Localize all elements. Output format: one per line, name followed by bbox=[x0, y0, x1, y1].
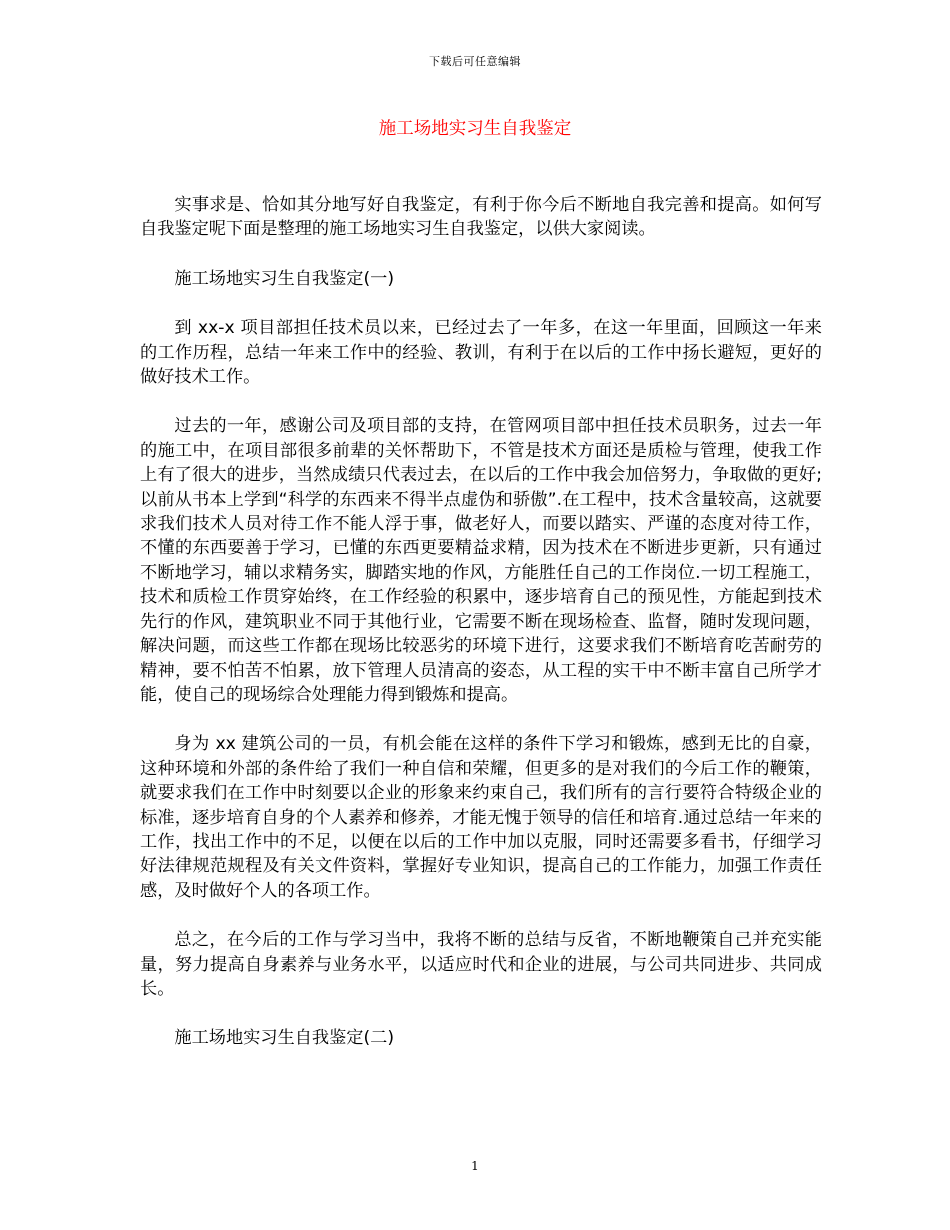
header-note: 下载后可任意编辑 bbox=[429, 55, 521, 68]
body-paragraph: 过去的一年，感谢公司及项目部的支持，在管网项目部中担任技术员职务，过去一年的施工中，在项目部很多前辈的关怀帮助下，不管是技术方面还是质检与管理，使我工作上有了很大的进步，当然成绩只代表过去，在以后的工作中我会加倍努力，争取做的更好;以前从书本上学到“科学的东西来不得半点虚伪和骄傲”.在工程中，技术含量较高，这就要求我们技术人员对待工作不能人浮于事，做老好人，而要以踏实、严谨的态度对待工作，不懂的东西要善于学习，已懂的东西更要精益求精，因为技术在不断进步更新，只有通过不断地学习，辅以求精务实，脚踏实地的作风，方能胜任自己的工作岗位.一切工程施工，技术和质检工作贯穿始终，在工作经验的积累中，逐步培育自己的预见性，方能起到技术先行的作风，建筑职业不同于其他行业，它需要不断在现场检查、监督，随时发现问题，解决问题，而这些工作都在现场比较恶劣的环境下进行，这要求我们不断培育吃苦耐劳的精神，要不怕苦不怕累，放下管理人员清高的姿态，从工程的实干中不断丰富自己所学才能，使自己的现场综合处理能力得到锻炼和提高。 bbox=[140, 416, 822, 705]
body-paragraph: 总之，在今后的工作与学习当中，我将不断的总结与反省，不断地鞭策自己并充实能量，努力提高自身素养与业务水平，以适应时代和企业的进展，与公司共同进步、共同成长。 bbox=[140, 930, 822, 999]
section-heading-2: 施工场地实习生自我鉴定(二) bbox=[174, 1028, 395, 1049]
body-paragraph: 身为 xx 建筑公司的一员，有机会能在这样的条件下学习和锻炼，感到无比的自豪，这种环境和外部的条件给了我们一种自信和荣耀，但更多的是对我们的今后工作的鞭策，就要求我们在工作中时刻要以企业的形象来约束自己，我们所有的言行要符合特级企业的标准，逐步培育自身的个人素养和修养，才能无愧于领导的信任和培育.通过总结一年来的工作，找出工作中的不足，以便在以后的工作中加以克服，同时还需要多看书，仔细学习好法律规范规程及有关文件资料，掌握好专业知识，提高自己的工作能力，加强工作责任感，及时做好个人的各项工作。 bbox=[140, 734, 822, 901]
document-title: 施工场地实习生自我鉴定 bbox=[378, 119, 572, 139]
document-body bbox=[140, 193, 822, 1076]
intro-paragraph: 实事求是、恰如其分地写好自我鉴定，有利于你今后不断地自我完善和提高。如何写自我鉴定呢下面是整理的施工场地实习生自我鉴定，以供大家阅读。 bbox=[140, 195, 822, 240]
page-number: 1 bbox=[471, 1159, 479, 1173]
body-paragraph: 到 xx-x 项目部担任技术员以来，已经过去了一年多，在这一年里面，回顾这一年来的工作历程，总结一年来工作中的经验、教训，有利于在以后的工作中扬长避短，更好的做好技术工作。 bbox=[140, 318, 822, 388]
section-heading-1: 施工场地实习生自我鉴定(一) bbox=[174, 268, 395, 289]
